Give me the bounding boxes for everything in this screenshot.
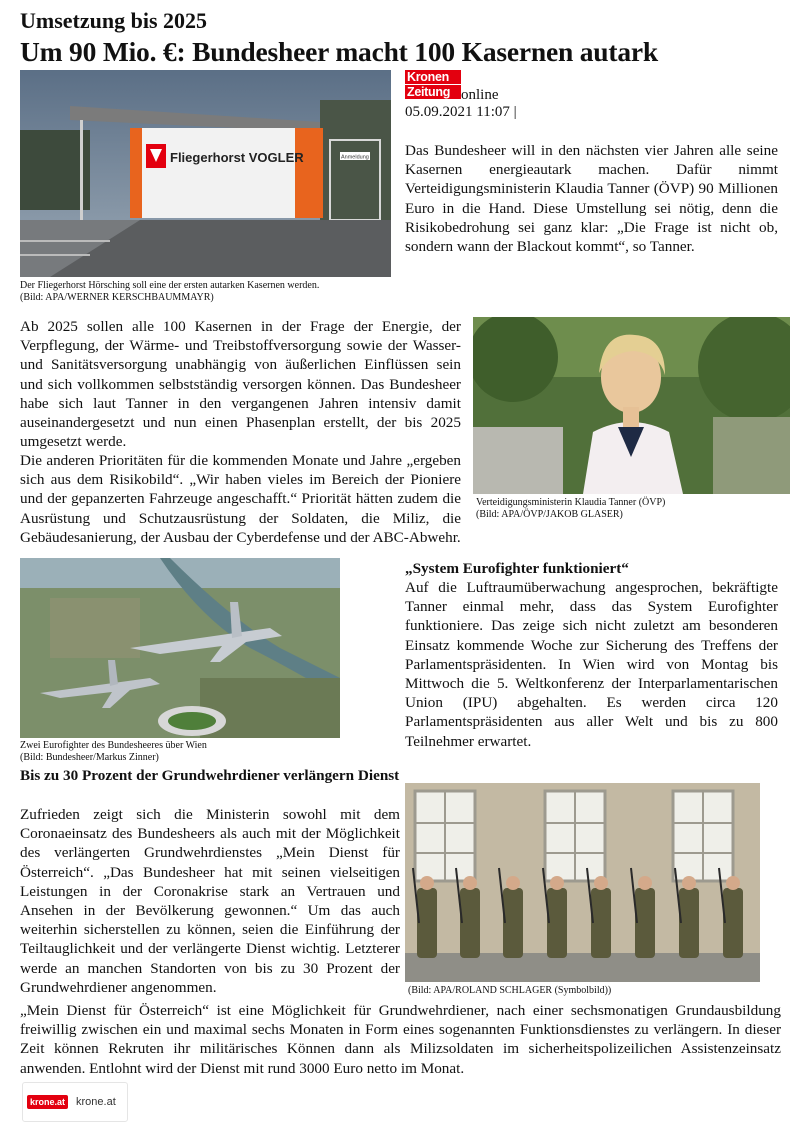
- source-suffix: online: [461, 87, 499, 103]
- krone-at-footer-link[interactable]: [22, 1082, 128, 1122]
- soldiers-photo: [405, 783, 760, 982]
- krone-logo-icon: krone.at: [27, 1095, 68, 1109]
- subhead-grundwehrdiener: Bis zu 30 Prozent der Grundwehrdiener verlängern Dienst: [20, 767, 400, 784]
- lead-paragraph: Das Bundesheer will in den nächsten vier Jahren alle seine Kasernen energieautark machen. Dafür nimmt Verteidigungsministerin Klaudia Tanner (ÖVP) 90 Millionen Euro in die Hand. Diese Umstellung sei nötig, denn die Risikobedrohung sei ganz klar: „Die Frage ist nicht ob, sondern wann der Blackout kommt“, so Tanner.: [405, 142, 778, 256]
- eurofighter-caption: Zwei Eurofighter des Bundesheeres über Wien (Bild: Bundesheer/Markus Zinner): [20, 740, 207, 763]
- eurofighter-photo: [20, 558, 340, 738]
- minister-photo: [473, 317, 790, 494]
- paragraph-1: Ab 2025 sollen alle 100 Kasernen in der Frage der Energie, der Verpflegung, der Wärme- und Treibstoffversorgung sowie der Wasser-und Sanitätsversorgung unabhängig von äußerlichen Einflüssen sein und sich vollkommen selbstständig versorgen können. Das Bundesheer habe sich laut Tanner in den vergangenen Jahren intensiv damit auseinandergesetzt und nun einen Phasenplan erstellt, der bis 2025 umgesetzt werde.: [20, 318, 461, 451]
- paragraph-3: Auf die Luftraumüberwachung angesprochen, bekräftigte Tanner einmal mehr, dass das System Eurofighter funktioniere. Das zeige sich nicht zuletzt am besonderen Einsatz kommende Woche zur Sicherung des Treffens der Parlamentspräsidenten. In Wien wird von Montag bis Mittwoch die 5. Weltkonferenz der Interparlamentarischen Union (IPU) abgehalten. Es werden circa 120 Parlamentspräsidenten aus aller Welt und bis zu 800 Teilnehmer erwartet.: [405, 579, 778, 750]
- paragraph-4: Zufrieden zeigt sich die Ministerin sowohl mit dem Coronaeinsatz des Bundesheers als auch mit der Möglichkeit des verlängerten Grundwehrdienstes „Mein Dienst für Österreich“. „Das Bundesheer hat mit seinen vielseitigen Leistungen in der Coronakrise stark an Vertrauen und Ansehen in der Bevölkerung gewonnen.“ Um das auch weiterhin sicherstellen zu können, seien die Einführung der Teiltauglichkeit und der verlängerte Dienst wichtig. Letzterer werde an manchen Standorten von bis zu 30 Prozent der Grundwehrdiener angenommen.: [20, 806, 400, 996]
- barracks-caption: Der Fliegerhorst Hörsching soll eine der ersten autarken Kasernen werden. (Bild: APA/WERNER KERSCHBAUMMAYR): [20, 280, 320, 303]
- sign-text: Fliegerhorst VOGLER: [170, 150, 304, 165]
- soldiers-caption: (Bild: APA/ROLAND SCHLAGER (Symbolbild)): [408, 985, 612, 996]
- minister-caption: Verteidigungsministerin Klaudia Tanner (ÖVP) (Bild: APA/ÖVP/JAKOB GLASER): [476, 497, 666, 520]
- barracks-photo: [20, 70, 391, 277]
- kronen-zeitung-logo: Kronen Zeitung: [405, 70, 461, 100]
- paragraph-5: „Mein Dienst für Österreich“ ist eine Möglichkeit für Grundwehrdiener, nach einer sechsmonatigen Grundausbildung freiwillig zwischen ein und maximal sechs Monaten in Form eines sogenannten Funktionsdienstes zu verlängern. In dieser Zeit können Rekruten ihr militärisches Können dann als Milizsoldaten im sicherheitspolizeilichen Assistenzeinsatz anwenden. Entlohnt wird der Dienst mit rund 3000 Euro netto im Monat.: [20, 1002, 781, 1077]
- dateline: 05.09.2021 11:07 |: [405, 104, 517, 120]
- paragraph-2: Die anderen Prioritäten für die kommenden Monate und Jahre „ergeben sich aus dem Risikobild“. „Wir haben vieles im Bereich der Pioniere und der gepanzerten Fahrzeuge angeschafft.“ Priorität hätten zudem die Ausrüstung und Schutzausrüstung der Soldaten, die Miliz, die Gebäudesanierung, der Ausbau der Cyberdefense und der ABC-Abwehr.: [20, 452, 461, 546]
- kicker: Umsetzung bis 2025: [20, 8, 208, 33]
- headline: Um 90 Mio. €: Bundesheer macht 100 Kasernen autark: [20, 36, 659, 67]
- svg-text:Anmeldung: Anmeldung: [341, 154, 369, 161]
- subhead-eurofighter: „System Eurofighter funktioniert“: [405, 560, 629, 577]
- footer-url: krone.at: [76, 1096, 116, 1108]
